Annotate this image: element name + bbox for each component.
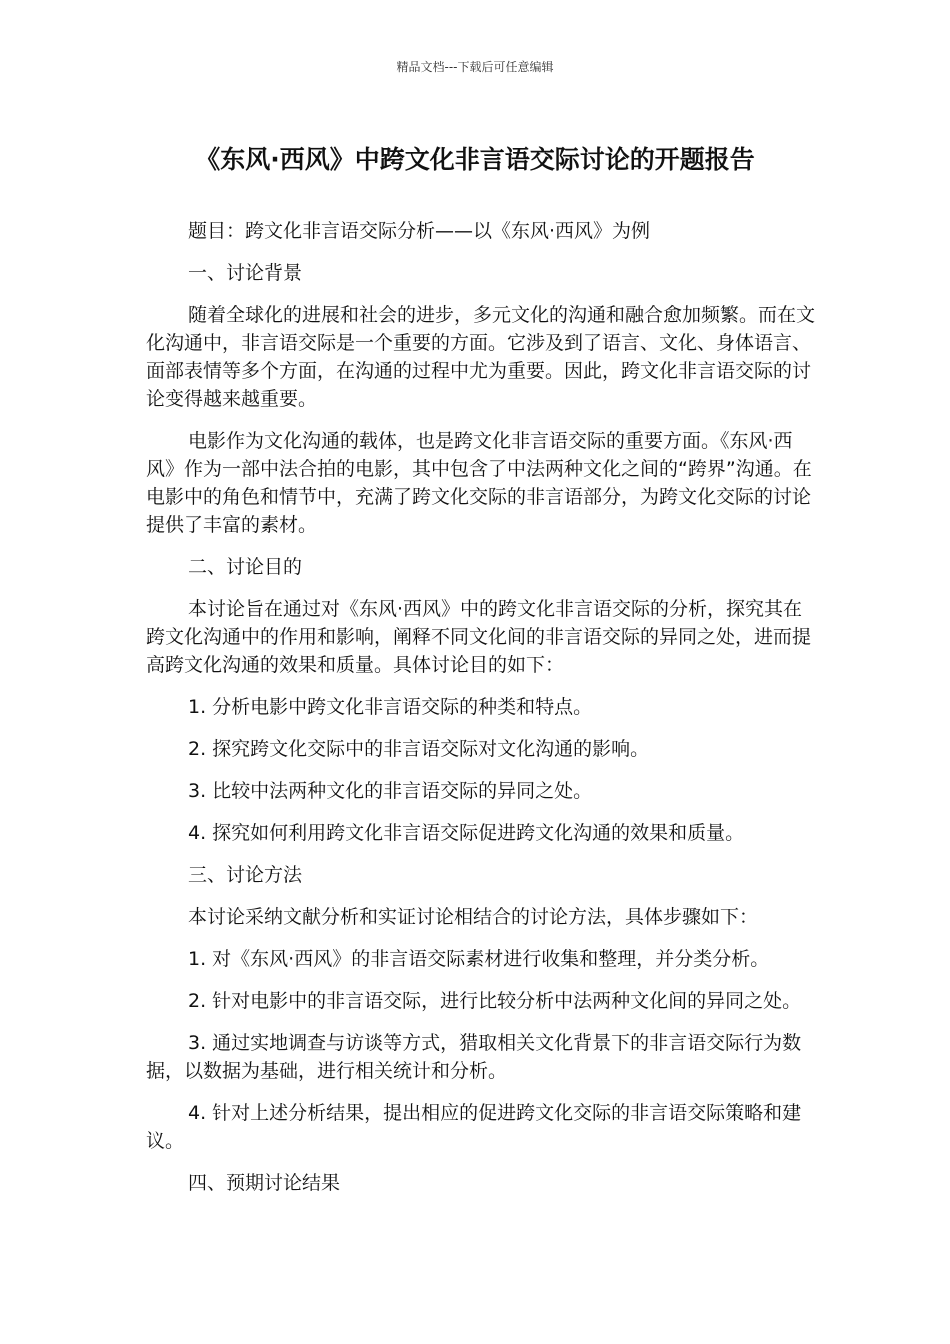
method-item: 2. 针对电影中的非言语交际，进行比较分析中法两种文化间的异同之处。 bbox=[188, 990, 802, 1012]
document-body bbox=[146, 217, 816, 1211]
purpose-item: 1. 分析电影中跨文化非言语交际的种类和特点。 bbox=[188, 696, 593, 718]
purpose-item: 4. 探究如何利用跨文化非言语交际促进跨文化沟通的效果和质量。 bbox=[188, 822, 745, 844]
document-title: 《东风·西风》中跨文化非言语交际讨论的开题报告 bbox=[195, 145, 755, 174]
header-note: 精品文档---下载后可任意编辑 bbox=[396, 60, 554, 74]
method-item: 1. 对《东风·西风》的非言语交际素材进行收集和整理，并分类分析。 bbox=[188, 948, 770, 970]
background-paragraph-2: 电影作为文化沟通的载体，也是跨文化非言语交际的重要方面。《东风·西风》作为一部中法合拍的电影，其中包含了中法两种文化之间的“跨界”沟通。在电影中的角色和情节中，充满了跨文化交际的非言语部分，为跨文化交际的讨论提供了丰富的素材。 bbox=[146, 430, 812, 536]
method-intro: 本讨论采纳文献分析和实证讨论相结合的讨论方法，具体步骤如下： bbox=[188, 906, 759, 928]
method-item: 4. 针对上述分析结果，提出相应的促进跨文化交际的非言语交际策略和建议。 bbox=[146, 1102, 802, 1152]
method-item: 3. 通过实地调查与访谈等方式，猎取相关文化背景下的非言语交际行为数据，以数据为基础，进行相关统计和分析。 bbox=[146, 1032, 802, 1082]
section-heading-expected-results: 四、预期讨论结果 bbox=[188, 1172, 341, 1194]
purpose-item: 2. 探究跨文化交际中的非言语交际对文化沟通的影响。 bbox=[188, 738, 650, 760]
purpose-item: 3. 比较中法两种文化的非言语交际的异同之处。 bbox=[188, 780, 593, 802]
section-heading-method: 三、讨论方法 bbox=[188, 864, 303, 886]
section-heading-background: 一、讨论背景 bbox=[188, 262, 303, 284]
section-heading-purpose: 二、讨论目的 bbox=[188, 556, 303, 578]
purpose-intro: 本讨论旨在通过对《东风·西风》中的跨文化非言语交际的分析，探究其在跨文化沟通中的作用和影响，阐释不同文化间的非言语交际的异同之处，进而提高跨文化沟通的效果和质量。具体讨论目的如下： bbox=[146, 598, 812, 676]
background-paragraph-1: 随着全球化的进展和社会的进步，多元文化的沟通和融合愈加频繁。而在文化沟通中，非言语交际是一个重要的方面。它涉及到了语言、文化、身体语言、面部表情等多个方面，在沟通的过程中尤为重要。因此，跨文化非言语交际的讨论变得越来越重要。 bbox=[146, 304, 816, 410]
subject-line: 题目：跨文化非言语交际分析——以《东风·西风》为例 bbox=[188, 220, 651, 242]
